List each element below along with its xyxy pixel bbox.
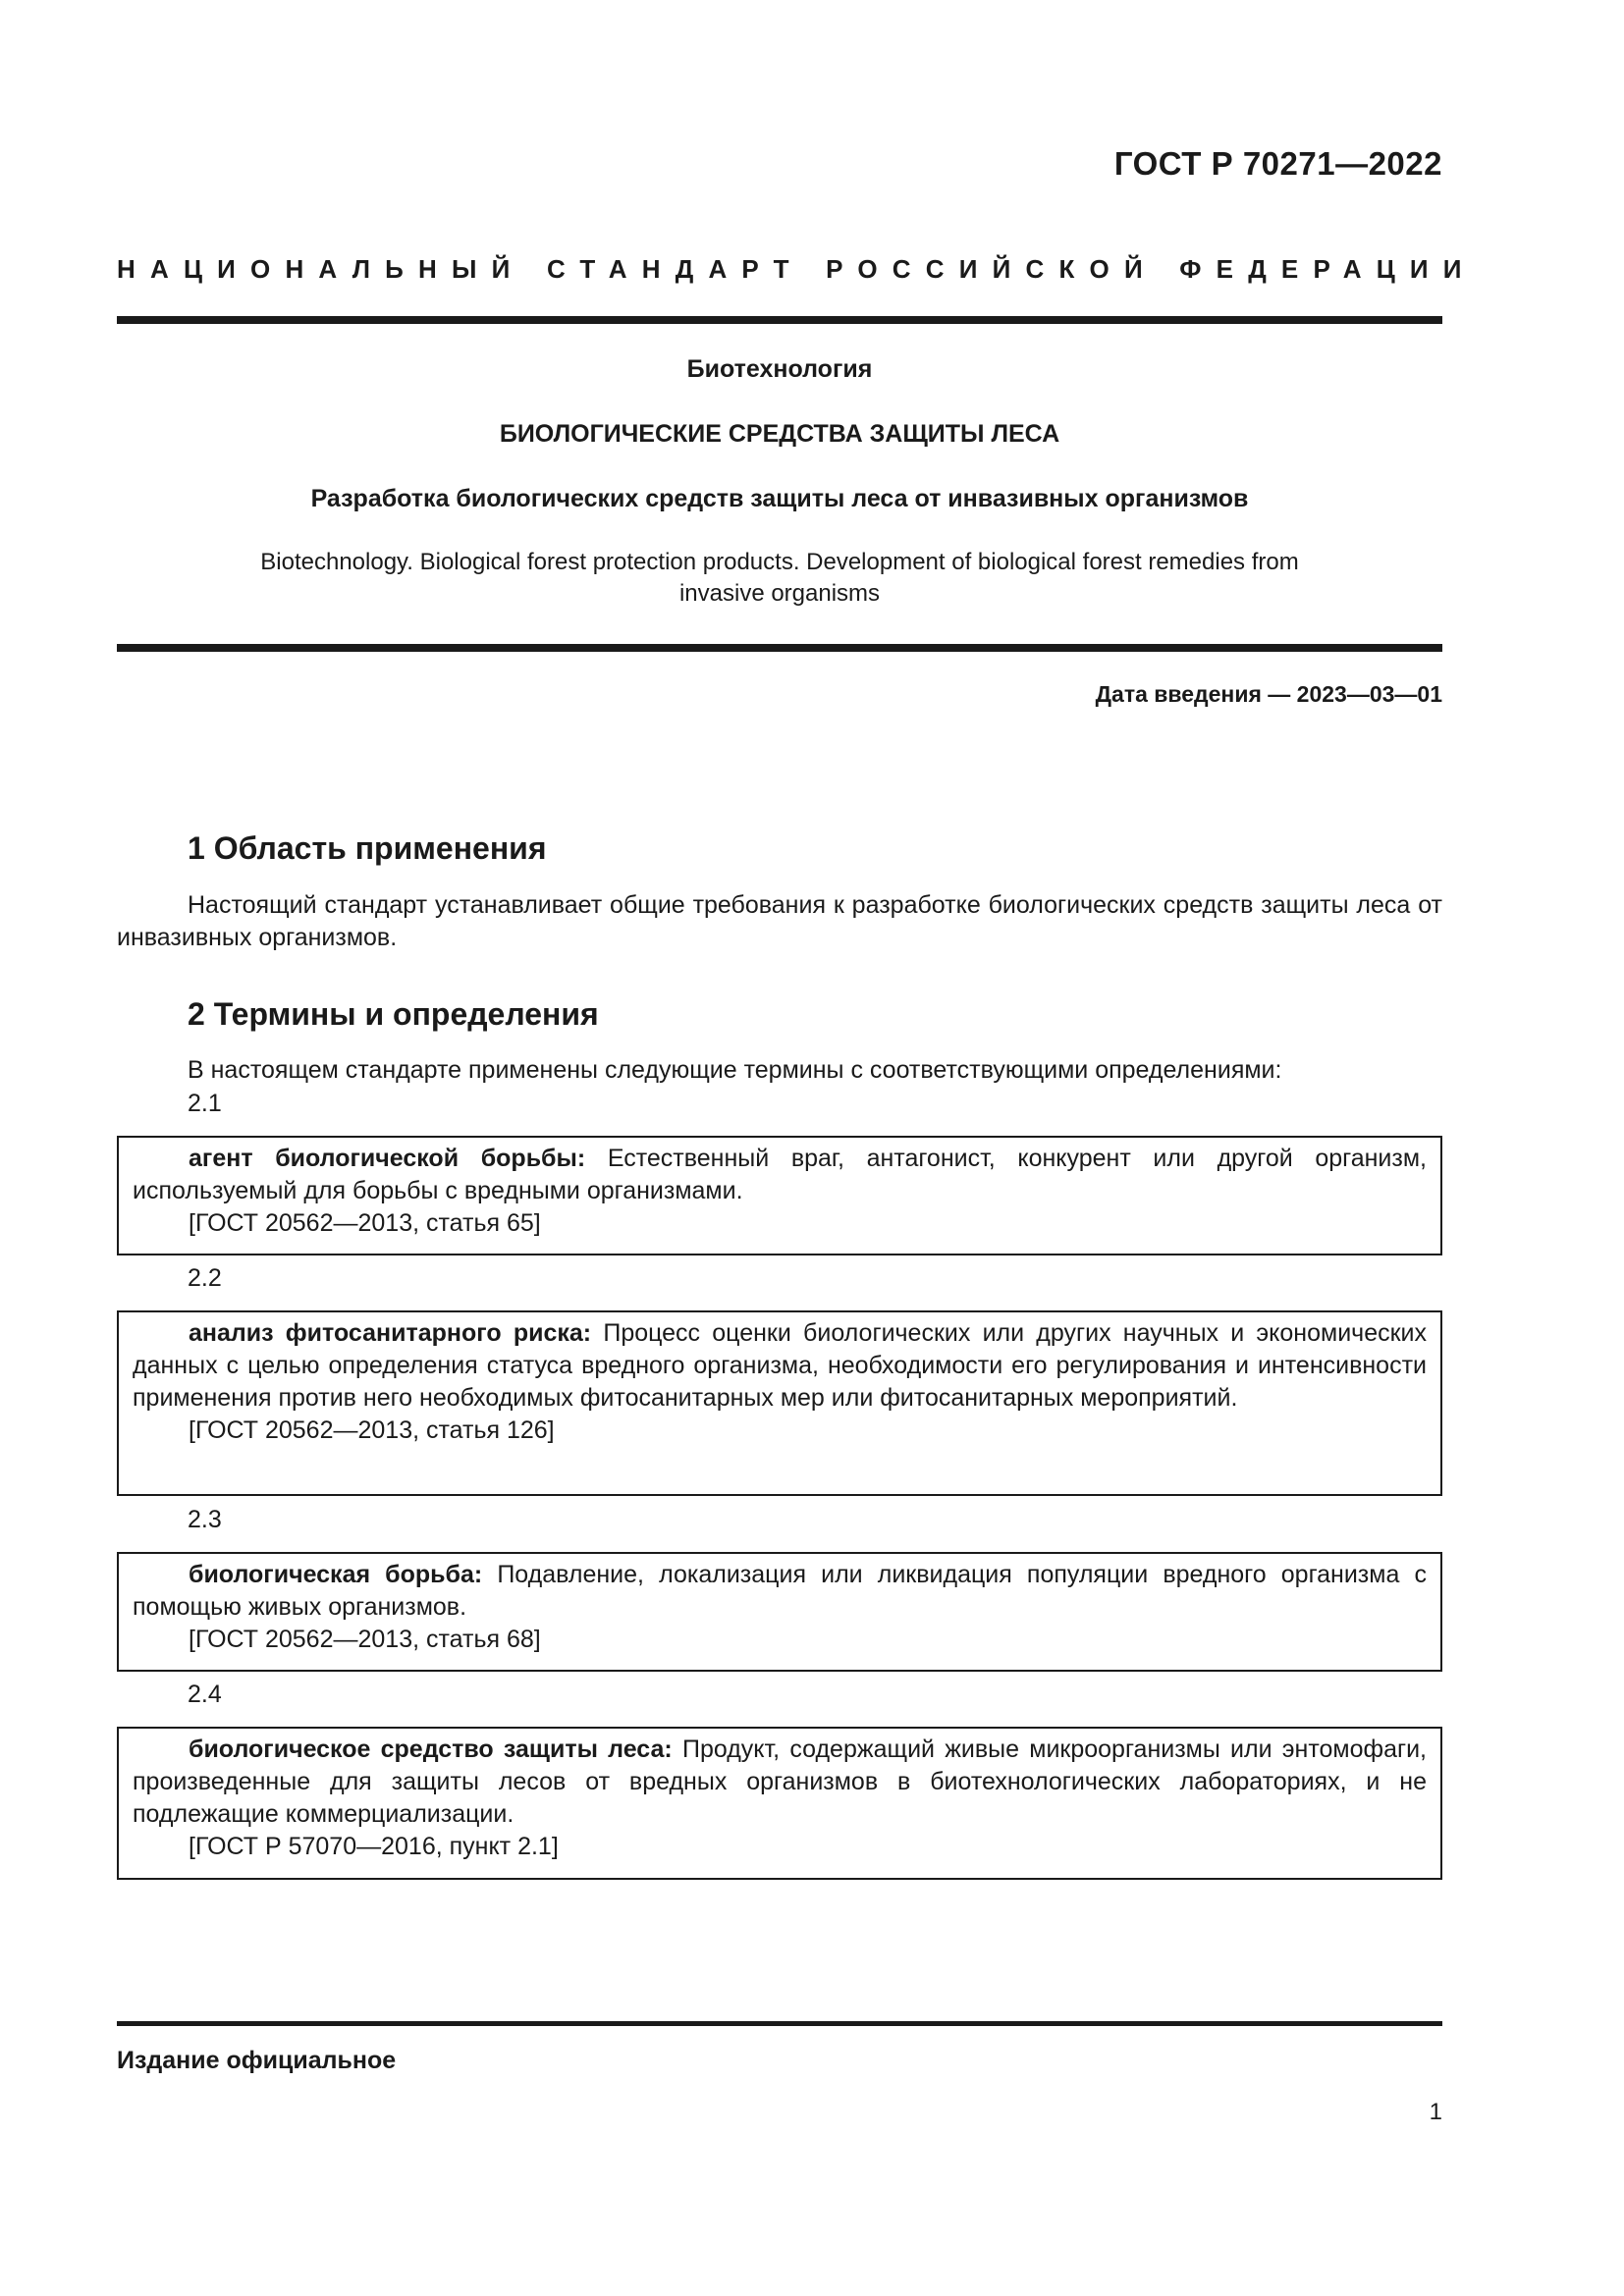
term-reference: [ГОСТ 20562—2013, статья 126]	[189, 1416, 555, 1444]
term-definition	[133, 1317, 1427, 1415]
term-definition	[133, 1734, 1427, 1831]
term-box	[117, 1136, 1442, 1255]
term-box	[117, 1310, 1442, 1496]
term-definition-text: Продукт, содержащий живые микроорганизмы или энтомофаги, произведенные для защиты лесов от вредных организмов в биотехнологических лабораториях, и не подлежащие коммерциализации.	[133, 1735, 1427, 1828]
term-reference: [ГОСТ 20562—2013, статья 68]	[189, 1626, 541, 1653]
term-box	[117, 1727, 1442, 1880]
term-number: 2.4	[188, 1681, 222, 1708]
term-reference: [ГОСТ 20562—2013, статья 65]	[189, 1209, 541, 1237]
term-number: 2.1	[188, 1090, 222, 1117]
english-title: Biotechnology. Biological forest protection products. Development of biological forest remedies from invasive organisms	[260, 549, 1299, 607]
standard-number: ГОСТ Р 70271—2022	[1113, 145, 1442, 182]
term-definition-text: Естественный враг, антагонист, конкурент или другой организм, используемый для борьбы с вредными организмами.	[133, 1145, 1427, 1204]
term-definition-text: Процесс оценки биологических или других научных и экономических данных с целью определения статуса вредного организма, необходимости его регулирования и интенсивности применения против него необходимых фитосанитарных мер или фитосанитарных мероприятий.	[133, 1319, 1427, 1412]
term-definition	[133, 1559, 1427, 1624]
term-number: 2.2	[188, 1264, 222, 1292]
term-name: биологическая борьба:	[189, 1561, 483, 1588]
section-2-heading: 2 Термины и определения	[188, 996, 599, 1032]
official-edition-label: Издание официальное	[117, 2047, 397, 2074]
term-definition	[133, 1143, 1427, 1207]
document-title: БИОЛОГИЧЕСКИЕ СРЕДСТВА ЗАЩИТЫ ЛЕСА	[499, 420, 1060, 448]
title-divider	[117, 644, 1442, 652]
document-subtitle: Разработка биологических средств защиты леса от инвазивных организмов	[310, 485, 1249, 512]
document-subject: Биотехнология	[686, 355, 873, 383]
term-box	[117, 1552, 1442, 1672]
term-number: 2.3	[188, 1506, 222, 1533]
national-standard-heading: НАЦИОНАЛЬНЫЙ СТАНДАРТ РОССИЙСКОЙ ФЕДЕРАЦИИ	[117, 254, 1477, 284]
section-1-heading: 1 Область применения	[188, 830, 547, 866]
term-name: биологическое средство защиты леса:	[189, 1735, 673, 1763]
footer-divider	[117, 2021, 1442, 2026]
page-number: 1	[1429, 2099, 1442, 2125]
section-1-text: Настоящий стандарт устанавливает общие требования к разработке биологических средств защиты леса от инвазивных организмов.	[117, 891, 1442, 951]
term-name: анализ фитосанитарного риска:	[189, 1319, 592, 1347]
term-definition-text: Подавление, локализация или ликвидация популяции вредного организма с помощью живых организмов.	[133, 1561, 1427, 1621]
term-name: агент биологической борьбы:	[189, 1145, 586, 1172]
section-2-text: В настоящем стандарте применены следующие термины с соответствующими определениями:	[188, 1056, 1282, 1084]
header-divider	[117, 316, 1442, 324]
term-reference: [ГОСТ Р 57070—2016, пункт 2.1]	[189, 1833, 559, 1860]
introduction-date: Дата введения — 2023—03—01	[1095, 681, 1442, 707]
